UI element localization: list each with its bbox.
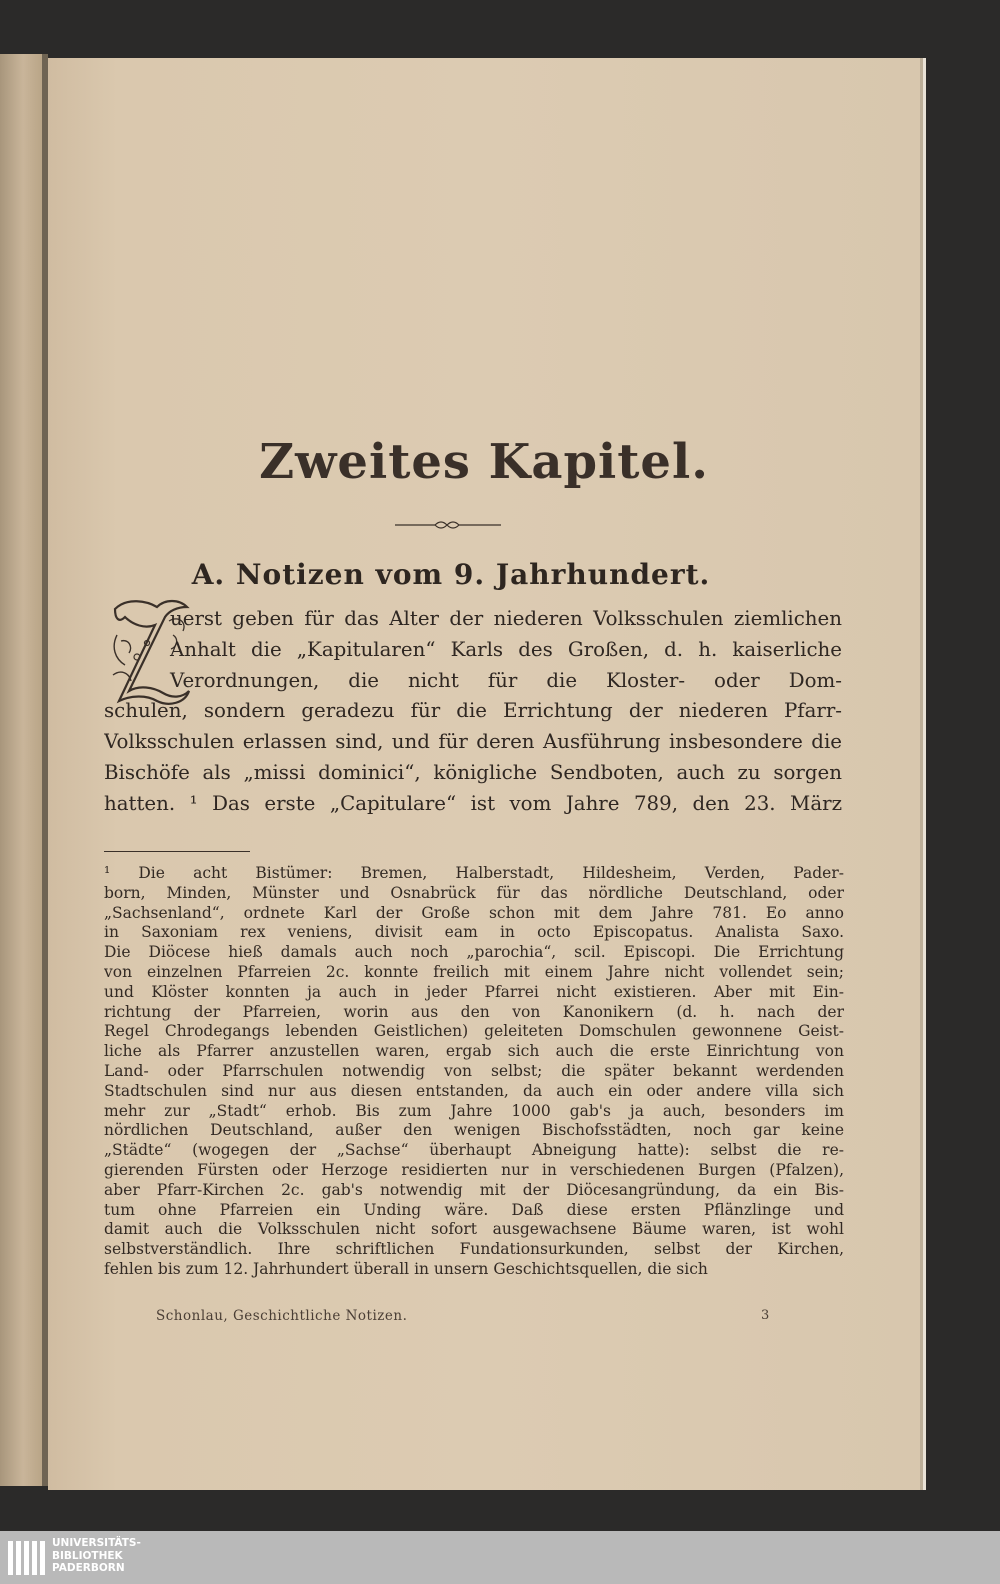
main-paragraph bbox=[104, 604, 842, 820]
library-name bbox=[52, 1537, 252, 1575]
footnote-line: von einzelnen Pfarreien 2c. konnte freilich mit einem Jahre nicht vollendet sein; bbox=[104, 962, 844, 981]
footnote-line: aber Pfarr-Kirchen 2c. gab's notwendig mit der Diöcesangründung, da ein Bis- bbox=[104, 1180, 844, 1199]
footnote-line: Land- oder Pfarrschulen notwendig von selbst; die später bekannt werdenden bbox=[104, 1061, 844, 1080]
footnote-line: ¹ Die acht Bistümer: Bremen, Halberstadt, Hildesheim, Verden, Pader- bbox=[104, 864, 844, 882]
footnote-line: fehlen bis zum 12. Jahrhundert überall in unsern Geschichtsquellen, die sich bbox=[104, 1259, 708, 1278]
footnote-line: und Klöster konnten ja auch in jeder Pfarrei nicht existieren. Aber mit Ein- bbox=[104, 982, 844, 1001]
text-line: Anhalt die „Kapitularen“ Karls des Großen, d. h. kaiserliche bbox=[170, 637, 842, 661]
footnote-line: nördlichen Deutschland, außer den wenigen Bischofsstädten, noch gar keine bbox=[104, 1121, 844, 1140]
text-line: uerst geben für das Alter der niederen Volksschulen ziemlichen bbox=[170, 607, 842, 630]
footnote-separator bbox=[104, 851, 250, 852]
footnote-line: selbstverständlich. Ihre schriftlichen Fundationsurkunden, selbst der Kirchen, bbox=[104, 1240, 844, 1259]
text-line: Bischöfe als „missi dominici“, königliche Sendboten, auch zu sorgen bbox=[104, 760, 842, 784]
footnote-line: damit auch die Volksschulen nicht sofort ausgewachsene Bäume waren, ist wohl bbox=[104, 1220, 844, 1239]
left-page-edge bbox=[0, 54, 48, 1486]
footnote-line: richtung der Pfarreien, worin aus den von Kanonikern (d. h. nach der bbox=[104, 1002, 844, 1021]
footnote-line: tum ohne Pfarreien ein Unding wäre. Daß diese ersten Pflänzlinge und bbox=[104, 1200, 844, 1219]
running-footer: Schonlau, Geschichtliche Notizen. bbox=[156, 1308, 408, 1324]
library-name-line: UNIVERSITÄTS- bbox=[52, 1537, 141, 1549]
text-line: hatten. ¹ Das erste „Capitulare“ ist vom Jahre 789, den 23. März bbox=[104, 791, 842, 815]
text-line: schulen, sondern geradezu für die Errichtung der niederen Pfarr- bbox=[104, 699, 842, 723]
ornament-divider bbox=[395, 518, 501, 532]
library-name-line: PADERBORN bbox=[52, 1562, 125, 1574]
footnote-line: Die Diöcese hieß damals auch noch „parochia“, scil. Episcopi. Die Errichtung bbox=[104, 943, 844, 962]
footnote-line: „Städte“ (wogegen der „Sachse“ überhaupt Abneigung hatte): selbst die re- bbox=[104, 1141, 844, 1160]
footnote-line: in Saxoniam rex veniens, divisit eam in octo Episcopatus. Analista Saxo. bbox=[104, 923, 844, 942]
library-logo-icon bbox=[6, 1537, 48, 1579]
footnote-line: Regel Chrodegangs lebenden Geistlichen) geleiteten Domschulen gewonnene Geist- bbox=[104, 1022, 844, 1041]
library-name-line: BIBLIOTHEK bbox=[52, 1549, 123, 1562]
footnote-line: Stadtschulen sind nur aus diesen entstanden, da auch ein oder andere villa sich bbox=[104, 1081, 844, 1100]
footnote-line: liche als Pfarrer anzustellen waren, ergab sich auch die erste Einrichtung von bbox=[104, 1042, 844, 1061]
section-heading: A. Notizen vom 9. Jahrhundert. bbox=[191, 558, 711, 591]
footnote-line: „Sachsenland“, ordnete Karl der Große schon mit dem Jahre 781. Eo anno bbox=[104, 903, 844, 922]
footnote-line: gierenden Fürsten oder Herzoge residierten nur in verschiedenen Burgen (Pfalzen), bbox=[104, 1160, 844, 1179]
text-line: Verordnungen, die nicht für die Kloster- oder Dom- bbox=[170, 668, 842, 692]
book-page bbox=[48, 58, 920, 1490]
footnote bbox=[104, 864, 844, 1280]
footnote-line: mehr zur „Stadt“ erhob. Bis zum Jahre 1000 gab's ja auch, besonders im bbox=[104, 1101, 844, 1120]
signature-mark: 3 bbox=[761, 1308, 770, 1323]
library-footer-bar bbox=[0, 1531, 1000, 1584]
text-line: Volksschulen erlassen sind, und für deren Ausführung insbesondere die bbox=[104, 730, 842, 754]
chapter-title: Zweites Kapitel. bbox=[259, 434, 709, 490]
footnote-line: born, Minden, Münster und Osnabrück für das nördliche Deutschland, oder bbox=[104, 883, 844, 902]
